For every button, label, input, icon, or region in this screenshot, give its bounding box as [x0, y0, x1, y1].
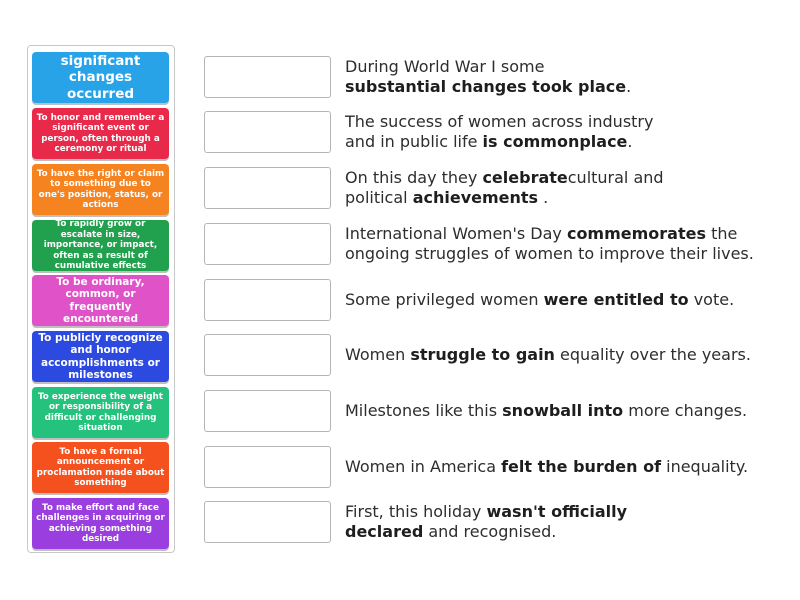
answer-card-text: To make effort and face challenges in acquiring or achieving something desired — [36, 502, 165, 544]
answer-card-text: To honor and remember a significant event or person, often through a ceremony or ritual — [36, 112, 165, 154]
sentence-3 — [345, 167, 795, 209]
answer-card-4[interactable] — [32, 220, 169, 271]
sentence-text: The success of women across industry and in public life — [345, 112, 654, 151]
answer-card-text: To rapidly grow or escalate in size, importance, or impact, often as a result of cumulative effects — [43, 219, 158, 272]
sentence-text: Milestones like this — [345, 401, 498, 420]
sentence-text: On this day they — [345, 168, 478, 187]
sentence-7 — [345, 390, 795, 432]
sentence-text: vote. — [693, 290, 735, 309]
sentence-keyword: were entitled to — [543, 290, 689, 309]
answer-card-3[interactable] — [32, 164, 169, 215]
answer-card-text: To have the right or claim to something due to one's position, status, or actions — [36, 168, 165, 210]
answer-card-6[interactable] — [32, 331, 169, 382]
drop-slot-9[interactable] — [204, 501, 331, 543]
answer-card-7[interactable] — [32, 387, 169, 438]
answer-card-text: To publicly recognize and honor accomplishments or milestones — [38, 331, 163, 381]
answer-card-text: To be ordinary, common, or frequently encountered — [56, 275, 145, 325]
sentence-text: Women in America — [345, 457, 496, 476]
sentence-text: cultural and political — [345, 168, 664, 207]
sentence-keyword: wasn't officially declared — [345, 502, 628, 541]
sentence-5 — [345, 279, 795, 321]
sentence-keyword: celebrate — [482, 168, 568, 187]
answer-card-2[interactable] — [32, 108, 169, 159]
sentence-text: . — [626, 77, 632, 96]
drop-slot-5[interactable] — [204, 279, 331, 321]
sentence-6 — [345, 334, 795, 376]
answer-card-1[interactable] — [32, 52, 169, 103]
sentence-keyword: substantial changes took place — [345, 77, 627, 96]
sentence-2 — [345, 111, 795, 153]
sentence-keyword: snowball into — [502, 401, 624, 420]
sentence-text: more changes. — [628, 401, 748, 420]
sentence-text: Some privileged women — [345, 290, 539, 309]
answer-card-9[interactable] — [32, 498, 169, 549]
sentence-text: equality over the years. — [560, 345, 751, 364]
drop-slot-7[interactable] — [204, 390, 331, 432]
sentence-text: the ongoing struggles of women to improve their lives. — [345, 224, 754, 263]
sentence-keyword: achievements — [412, 188, 539, 207]
sentence-text: inequality. — [666, 457, 749, 476]
sentence-text: . — [627, 132, 633, 151]
sentence-text: First, this holiday — [345, 502, 482, 521]
sentence-text: and recognised. — [428, 522, 557, 541]
drop-slot-3[interactable] — [204, 167, 331, 209]
answer-card-5[interactable] — [32, 275, 169, 326]
drop-slot-1[interactable] — [204, 56, 331, 98]
drop-slot-8[interactable] — [204, 446, 331, 488]
answer-card-text: To have a formal announcement or proclamation made about something — [36, 446, 165, 488]
sentence-keyword: struggle to gain — [410, 345, 555, 364]
sentence-text: During World War I some — [345, 57, 545, 76]
sentence-keyword: felt the burden of — [501, 457, 662, 476]
sentence-text: Women — [345, 345, 406, 364]
drop-slot-6[interactable] — [204, 334, 331, 376]
answer-card-text: significant changes occurred — [60, 52, 141, 102]
drop-slot-4[interactable] — [204, 223, 331, 265]
answer-card-text: To experience the weight or responsibility of a difficult or challenging situation — [37, 391, 164, 433]
sentence-9 — [345, 501, 795, 543]
sentence-1 — [345, 56, 795, 98]
sentence-text: International Women's Day — [345, 224, 562, 243]
answer-card-8[interactable] — [32, 442, 169, 493]
sentence-4 — [345, 223, 795, 265]
sentence-keyword: commemorates — [566, 224, 706, 243]
sentence-text: . — [543, 188, 549, 207]
drop-slot-2[interactable] — [204, 111, 331, 153]
sentence-keyword: is commonplace — [482, 132, 628, 151]
sentence-8 — [345, 446, 795, 488]
